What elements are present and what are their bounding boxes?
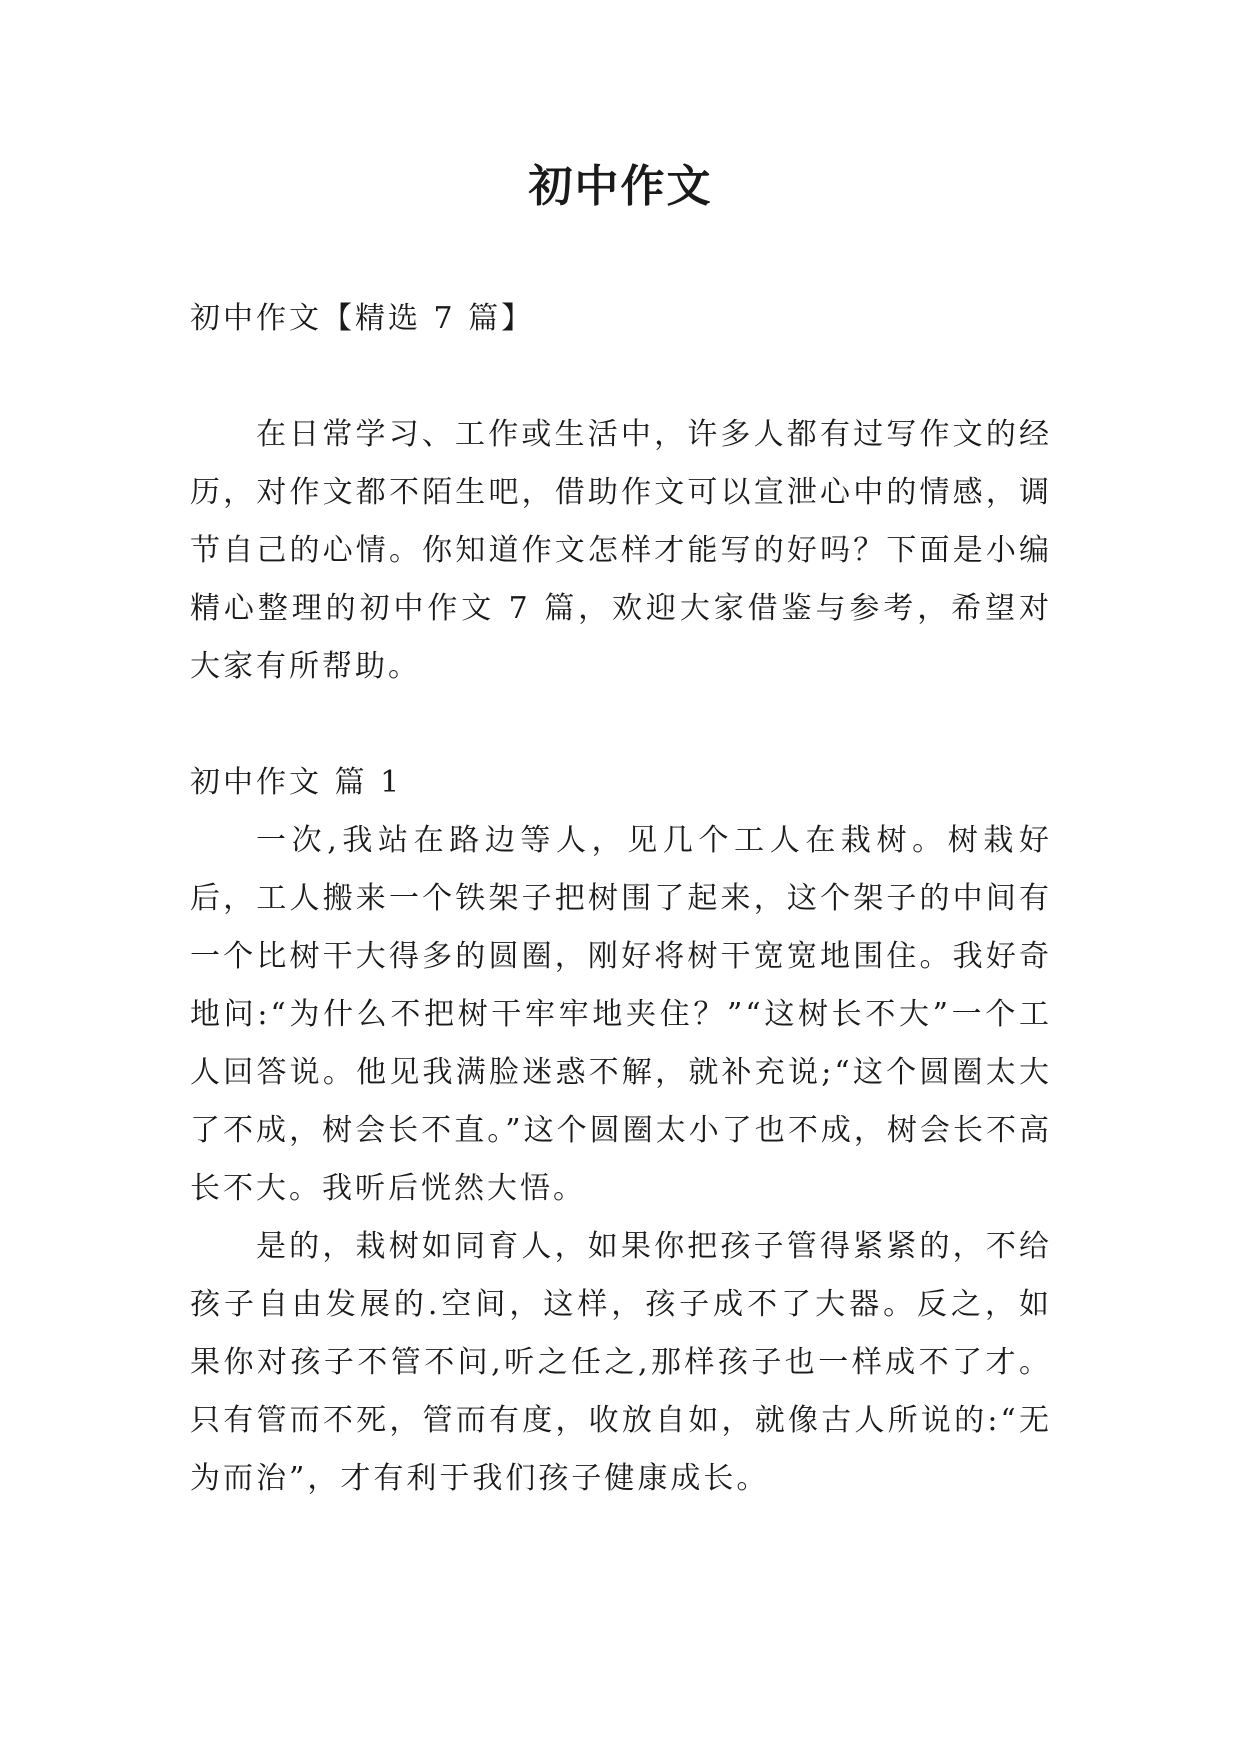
document-subtitle: 初中作文【精选 7 篇】 (190, 301, 535, 336)
page-title: 初中作文 (528, 161, 713, 212)
body-paragraph: 是的，栽树如同育人，如果你把孩子管得紧紧的，不给孩子自由发展的.空间，这样，孩子成不了大器。反之，如果你对孩子不管不问,听之任之,那样孩子也一样成不了才。只有管而不死，管而有度，收放自如，就像古人所说的:“无为而治”，才有利于我们孩子健康成长。 (190, 1229, 1052, 1496)
body-paragraph: 一次,我站在路边等人，见几个工人在栽树。树栽好后，工人搬来一个铁架子把树围了起来，这个架子的中间有一个比树干大得多的圆圈，刚好将树干宽宽地围住。我好奇地问:“为什么不把树干牢牢地夹住？”“这树长不大”一个工人回答说。他见我满脸迷惑不解，就补充说;“这个圆圈太大了不成，树会长不直。”这个圆圈太小了也不成，树会长不高长不大。我听后恍然大悟。 (190, 823, 1052, 1206)
section-heading: 初中作文 篇 1 (190, 765, 403, 800)
document-body (190, 290, 1052, 1508)
section-spacer (190, 696, 1052, 754)
intro-paragraph: 在日常学习、工作或生活中，许多人都有过写作文的经历，对作文都不陌生吧，借助作文可以宣泄心中的情感，调节自己的心情。你知道作文怎样才能写的好吗？下面是小编精心整理的初中作文 7 篇，欢迎大家借鉴与参考，希望对大家有所帮助。 (190, 417, 1052, 684)
